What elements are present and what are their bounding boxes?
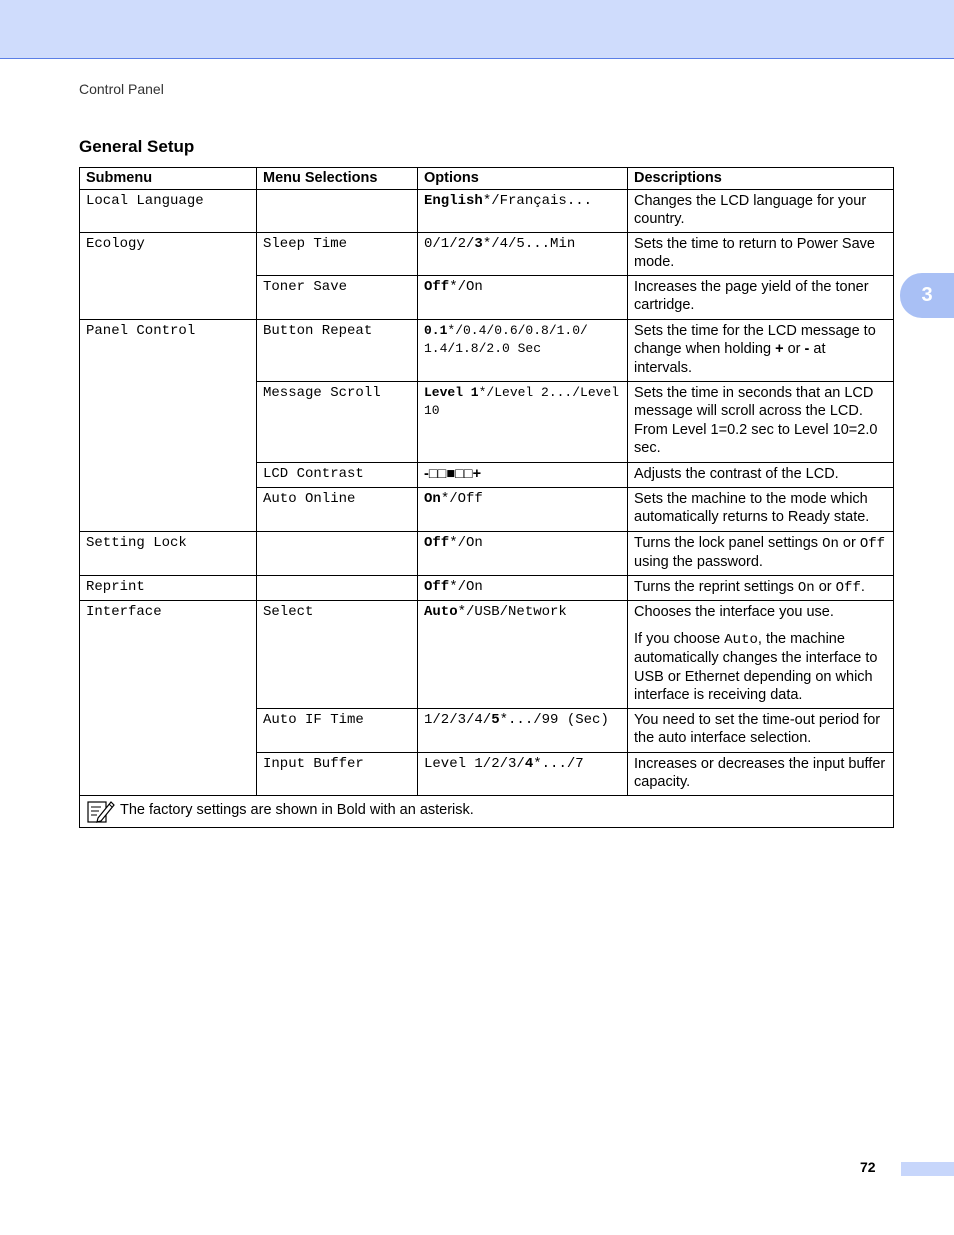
note-text: The factory settings are shown in Bold with an asterisk. bbox=[120, 802, 474, 819]
options-cell: Level 1/2/3/4*.../7 bbox=[418, 752, 628, 795]
submenu-cell: Local Language bbox=[80, 189, 257, 232]
submenu-cell: Setting Lock bbox=[80, 531, 257, 575]
page-number: 72 bbox=[860, 1159, 876, 1175]
column-header-descriptions: Descriptions bbox=[628, 168, 894, 190]
table-header-row bbox=[80, 168, 894, 190]
options-cell: Auto*/USB/Network bbox=[418, 601, 628, 709]
description-cell: Increases or decreases the input buffer capacity. bbox=[628, 752, 894, 795]
options-cell: Off*/On bbox=[418, 275, 628, 319]
note-cell bbox=[80, 795, 894, 827]
table-row bbox=[80, 189, 894, 232]
column-header-submenu: Submenu bbox=[80, 168, 257, 190]
description-cell bbox=[628, 601, 894, 709]
selection-cell: Message Scroll bbox=[257, 381, 418, 462]
description-cell: You need to set the time-out period for the auto interface selection. bbox=[628, 708, 894, 752]
description-cell: Sets the time for the LCD message to change when holding + or - at intervals. bbox=[628, 319, 894, 381]
table-row bbox=[80, 601, 894, 709]
description-cell: Adjusts the contrast of the LCD. bbox=[628, 462, 894, 487]
description-paragraph: If you choose Auto, the machine automatically changes the interface to USB or Ethernet depending on which interface is receiving data. bbox=[634, 630, 878, 703]
options-cell: 0.1*/0.4/0.6/0.8/1.0/ 1.4/1.8/2.0 Sec bbox=[418, 319, 628, 381]
selection-cell bbox=[257, 189, 418, 232]
description-cell: Sets the time to return to Power Save mode. bbox=[628, 232, 894, 275]
note-row bbox=[80, 795, 894, 827]
table-row bbox=[80, 232, 894, 275]
breadcrumb: Control Panel bbox=[79, 81, 164, 97]
options-cell: 1/2/3/4/5*.../99 (Sec) bbox=[418, 708, 628, 752]
description-paragraph: Chooses the interface you use. bbox=[634, 604, 834, 620]
selection-cell: Auto IF Time bbox=[257, 708, 418, 752]
selection-cell: Toner Save bbox=[257, 275, 418, 319]
selection-cell: LCD Contrast bbox=[257, 462, 418, 487]
table-row bbox=[80, 575, 894, 601]
description-cell: Turns the lock panel settings On or Off using the password. bbox=[628, 531, 894, 575]
selection-cell bbox=[257, 575, 418, 601]
description-cell: Turns the reprint settings On or Off. bbox=[628, 575, 894, 601]
header-band bbox=[0, 0, 954, 59]
options-cell: Level 1*/Level 2.../Level 10 bbox=[418, 381, 628, 462]
selection-cell: Select bbox=[257, 601, 418, 709]
table-row bbox=[80, 319, 894, 381]
table-row bbox=[80, 531, 894, 575]
section-title: General Setup bbox=[79, 137, 195, 156]
submenu-cell: Interface bbox=[80, 601, 257, 796]
selection-cell: Input Buffer bbox=[257, 752, 418, 795]
selection-cell: Sleep Time bbox=[257, 232, 418, 275]
options-cell: On*/Off bbox=[418, 487, 628, 531]
column-header-menu-selections: Menu Selections bbox=[257, 168, 418, 190]
column-header-options: Options bbox=[418, 168, 628, 190]
options-cell: 0/1/2/3*/4/5...Min bbox=[418, 232, 628, 275]
submenu-cell: Ecology bbox=[80, 232, 257, 319]
description-cell: Increases the page yield of the toner cartridge. bbox=[628, 275, 894, 319]
description-cell: Sets the time in seconds that an LCD message will scroll across the LCD. From Level 1=0.2 sec to Level 10=2.0 sec. bbox=[628, 381, 894, 462]
options-cell: -□□■□□+ bbox=[418, 462, 628, 487]
chapter-tab[interactable] bbox=[900, 273, 954, 318]
description-cell: Changes the LCD language for your country. bbox=[628, 189, 894, 232]
chapter-tab-number: 3 bbox=[921, 284, 933, 306]
submenu-cell: Reprint bbox=[80, 575, 257, 601]
selection-cell bbox=[257, 531, 418, 575]
memo-pencil-icon bbox=[86, 798, 116, 824]
selection-cell: Auto Online bbox=[257, 487, 418, 531]
selection-cell: Button Repeat bbox=[257, 319, 418, 381]
page-number-bar bbox=[901, 1162, 954, 1176]
submenu-cell: Panel Control bbox=[80, 319, 257, 531]
options-cell: English*/Français... bbox=[418, 189, 628, 232]
description-cell: Sets the machine to the mode which automatically returns to Ready state. bbox=[628, 487, 894, 531]
options-cell: Off*/On bbox=[418, 575, 628, 601]
options-cell: Off*/On bbox=[418, 531, 628, 575]
general-setup-table bbox=[79, 167, 894, 828]
